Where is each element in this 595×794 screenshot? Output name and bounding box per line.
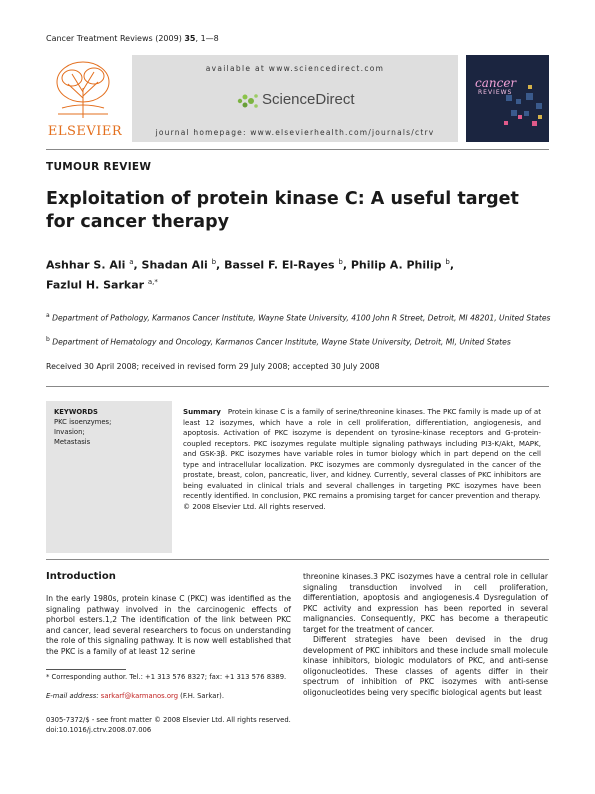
author-list: Ashhar S. Ali $^a$, Shadan Ali $^b$, Bassel F. El-Rayes $^b$, Philip A. Philip $^b$, Fazlul H. Sarkar $^{a,*}$ xyxy=(46,258,455,292)
introduction-heading: Introduction xyxy=(46,571,116,582)
body-column-left xyxy=(46,594,291,657)
cover-subtitle: REVIEWS xyxy=(478,89,513,96)
affiliation: $^b$ Department of Hematology and Oncology, Karmanos Cancer Institute, Wayne State University, Detroit, MI, United States xyxy=(46,336,511,347)
keywords-heading: KEYWORDS xyxy=(54,408,98,416)
keyword: Metastasis xyxy=(54,438,91,446)
header-divider xyxy=(46,149,549,150)
journal-cover-image xyxy=(466,55,549,142)
paragraph: In the early 1980s, protein kinase C (PKC) was identified as the signaling pathway involved in the carcinogenic effects of phorbol esters.1,2 The identification of the link between PKC and cancer, lead several researchers to focus on understanding the role of this signaling pathway. It is now well established that the PKC is a family of at least 12 serine xyxy=(46,594,291,656)
author-name[interactable]: Ashhar S. Ali xyxy=(46,258,126,272)
cover-pattern-icon xyxy=(466,55,549,142)
author-affiliation-marker: b xyxy=(445,258,450,266)
keyword: PKC isoenzymes; xyxy=(54,418,112,426)
available-at-text: available at www.sciencedirect.com xyxy=(205,64,385,73)
sciencedirect-logo-text: ScienceDirect xyxy=(262,91,355,108)
article-title: Exploitation of protein kinase C: A useful target for cancer therapy xyxy=(46,189,519,232)
footnote-rule xyxy=(46,669,126,670)
elsevier-tree-icon xyxy=(50,58,116,120)
summary-text: Protein kinase C is a family of serine/threonine kinases. The PKC family is made up of at least 12 isozymes, which have a role in cell proliferation, differentiation, angiogenesis, and apoptosis. Activation of PKC isozyme is dependent on tyrosine-kinase receptors and G-protein-coupled receptors. PKC isozymes regulate multiple signaling pathways including PI3-K/Akt, MAPK, and GSK-3β. PKC isozymes have variable roles in tumor biology which in part depend on the cell type and intracellular localization. PKC isozymes are commonly dysregulated in the cancer of the prostate, breast, colon, pancreatic, liver, and kidney. Currently, several classes of PKC inhibitors are being evaluated in clinical trials and several challenges in targeting PKC isozymes have been recently identified. In conclusion, PKC remains a promising target for cancer prevention and therapy. xyxy=(183,407,542,500)
journal-homepage-link[interactable]: journal homepage: www.elsevierhealth.com/journals/ctrv xyxy=(155,128,435,137)
author-name[interactable]: Shadan Ali xyxy=(141,258,208,272)
body-column-right xyxy=(303,572,548,698)
author-name[interactable]: Fazlul H. Sarkar xyxy=(46,278,145,292)
email-line: E-mail address: sarkarf@karmanos.org (F.H. Sarkar). xyxy=(46,692,224,700)
affiliation: $^a$ Department of Pathology, Karmanos Cancer Institute, Wayne State University, 4100 John R Street, Detroit, MI 48201, United States xyxy=(46,312,551,323)
received-dates: Received 30 April 2008; received in revised form 29 July 2008; accepted 30 July 2008 xyxy=(46,362,380,371)
paragraph: threonine kinases.3 PKC isozymes have a central role in cellular signaling transduction involved in cell proliferation, differentiation, apoptosis and angiogenesis.4 Dysregulation of PKC activity and expression has been reported in several malignancies. Consequently, PKC has become a therapeutic target for the treatment of cancer. xyxy=(303,572,548,634)
issn-line: 0305-7372/$ - see front matter © 2008 Elsevier Ltd. All rights reserved. xyxy=(46,716,291,724)
doi-line[interactable]: doi:10.1016/j.ctrv.2008.07.006 xyxy=(46,726,152,734)
cover-title: cancer xyxy=(475,76,517,90)
author-name[interactable]: Philip A. Philip xyxy=(350,258,442,272)
sciencedirect-logo-icon xyxy=(236,92,260,110)
paragraph: Different strategies have been devised in the drug development of PKC inhibitors and these include small molecule kinase inhibitors, biologic modulators of PKC, and anti-sense oligonucleotides. These classes of agents differ in their spectrum of inhibition of PKC isozymes with anti-sense oligonucleotides being very specific biological agents but least xyxy=(303,635,548,697)
author-affiliation-marker: b xyxy=(338,258,343,266)
summary-lead: Summary xyxy=(183,407,221,416)
publisher-name: ELSEVIER xyxy=(47,124,123,139)
corresponding-author-note: * Corresponding author. Tel.: +1 313 576 8327; fax: +1 313 576 8389. xyxy=(46,673,287,681)
abstract-divider xyxy=(46,386,549,387)
author-name[interactable]: Bassel F. El-Rayes xyxy=(224,258,335,272)
summary-copyright: © 2008 Elsevier Ltd. All rights reserved. xyxy=(183,501,326,511)
author-email-link[interactable]: sarkarf@karmanos.org xyxy=(100,692,179,700)
author-affiliation-marker: a xyxy=(129,258,134,266)
author-affiliation-marker: b xyxy=(211,258,217,266)
section-label: TUMOUR REVIEW xyxy=(46,161,152,173)
journal-reference: Cancer Treatment Reviews (2009) 35, 1—8 xyxy=(46,34,219,43)
keyword: Invasion; xyxy=(54,428,85,436)
abstract-summary xyxy=(183,407,541,512)
body-divider xyxy=(46,559,549,560)
author-affiliation-marker: a,* xyxy=(147,277,158,286)
